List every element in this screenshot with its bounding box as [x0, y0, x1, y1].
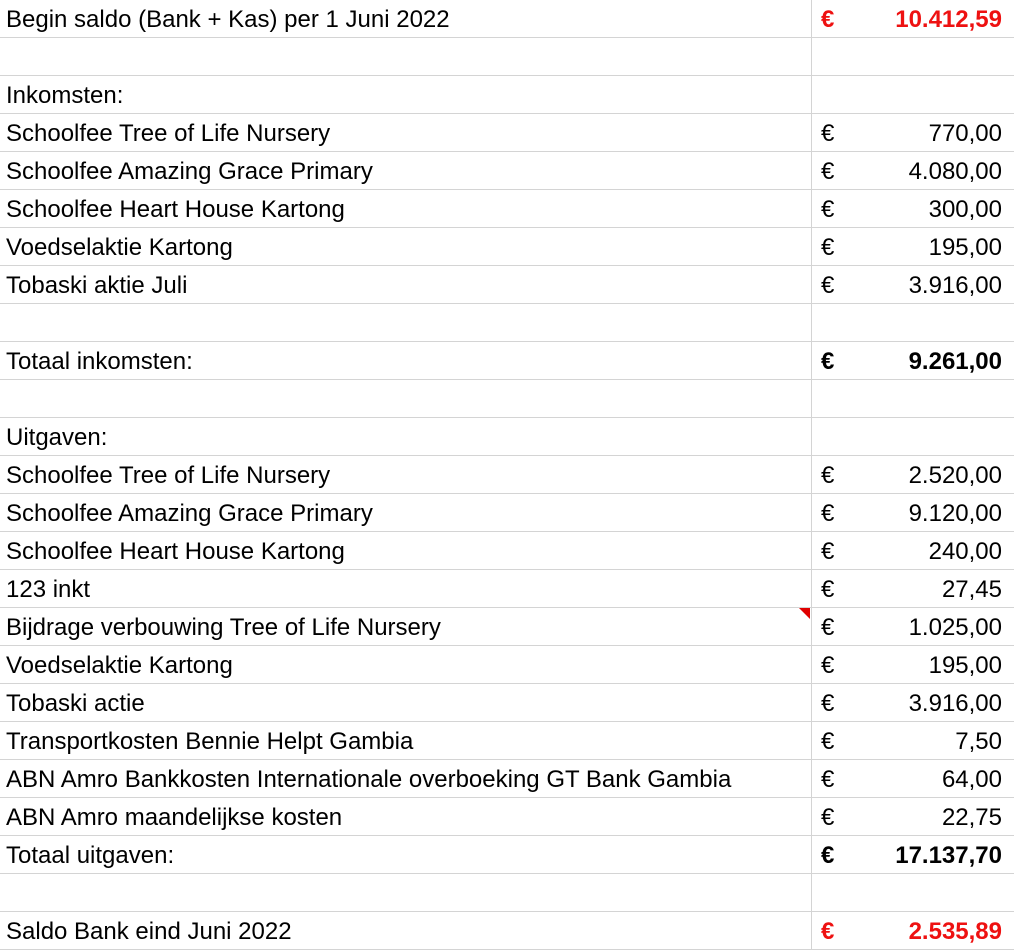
row-label-cell[interactable]: Schoolfee Amazing Grace Primary	[6, 500, 373, 527]
column-divider	[811, 0, 812, 38]
column-divider	[811, 798, 812, 836]
column-divider	[811, 836, 812, 874]
table-row	[0, 152, 1014, 190]
table-row	[0, 760, 1014, 798]
table-row	[0, 646, 1014, 684]
column-divider	[811, 114, 812, 152]
column-divider	[811, 684, 812, 722]
amount-cell[interactable]: 1.025,00	[908, 614, 1002, 641]
currency-cell[interactable]: €	[821, 234, 835, 261]
amount-cell[interactable]: 9.261,00	[908, 348, 1002, 375]
currency-cell[interactable]: €	[821, 576, 835, 603]
column-divider	[811, 152, 812, 190]
column-divider	[811, 76, 812, 114]
table-row	[0, 532, 1014, 570]
currency-cell[interactable]: €	[821, 728, 835, 755]
table-row	[0, 608, 1014, 646]
column-divider	[811, 304, 812, 342]
row-label-cell[interactable]: Schoolfee Amazing Grace Primary	[6, 158, 373, 185]
column-divider	[811, 532, 812, 570]
table-row	[0, 380, 1014, 418]
row-label-cell[interactable]: Begin saldo (Bank + Kas) per 1 Juni 2022	[6, 6, 450, 33]
amount-cell[interactable]: 9.120,00	[908, 500, 1002, 527]
table-row	[0, 684, 1014, 722]
row-label-cell[interactable]: 123 inkt	[6, 576, 91, 603]
currency-cell[interactable]: €	[821, 614, 835, 641]
amount-cell[interactable]: 3.916,00	[908, 272, 1002, 299]
column-divider	[811, 912, 812, 950]
currency-cell[interactable]: €	[821, 690, 835, 717]
table-row	[0, 266, 1014, 304]
currency-cell[interactable]: €	[821, 918, 835, 945]
amount-cell[interactable]: 195,00	[928, 652, 1002, 679]
table-row	[0, 722, 1014, 760]
column-divider	[811, 570, 812, 608]
amount-cell[interactable]: 22,75	[941, 804, 1002, 831]
column-divider	[811, 874, 812, 912]
row-label-cell[interactable]: Voedselaktie Kartong	[6, 652, 233, 679]
amount-cell[interactable]: 3.916,00	[908, 690, 1002, 717]
column-divider	[811, 456, 812, 494]
table-row	[0, 570, 1014, 608]
currency-cell[interactable]: €	[821, 120, 835, 147]
currency-cell[interactable]: €	[821, 842, 835, 869]
table-row	[0, 76, 1014, 114]
table-row	[0, 494, 1014, 532]
amount-cell[interactable]: 64,00	[941, 766, 1002, 793]
table-row	[0, 0, 1014, 38]
row-label-cell[interactable]: ABN Amro maandelijkse kosten	[6, 804, 343, 831]
amount-cell[interactable]: 17.137,70	[895, 842, 1002, 869]
column-divider	[811, 190, 812, 228]
amount-cell[interactable]: 195,00	[928, 234, 1002, 261]
column-divider	[811, 228, 812, 266]
column-divider	[811, 722, 812, 760]
row-label-cell[interactable]: Tobaski actie	[6, 690, 145, 717]
currency-cell[interactable]: €	[821, 196, 835, 223]
amount-cell[interactable]: 10.412,59	[895, 6, 1002, 33]
row-label-cell[interactable]: Inkomsten:	[6, 82, 124, 109]
table-row	[0, 190, 1014, 228]
currency-cell[interactable]: €	[821, 538, 835, 565]
amount-cell[interactable]: 240,00	[928, 538, 1002, 565]
row-label-cell[interactable]: Schoolfee Tree of Life Nursery	[6, 120, 331, 147]
table-row	[0, 456, 1014, 494]
amount-cell[interactable]: 2.535,89	[908, 918, 1002, 945]
column-divider	[811, 608, 812, 646]
amount-cell[interactable]: 7,50	[955, 728, 1002, 755]
currency-cell[interactable]: €	[821, 500, 835, 527]
row-label-cell[interactable]: Transportkosten Bennie Helpt Gambia	[6, 728, 414, 755]
column-divider	[811, 38, 812, 76]
table-row	[0, 114, 1014, 152]
row-label-cell[interactable]: Voedselaktie Kartong	[6, 234, 233, 261]
table-row	[0, 38, 1014, 76]
row-label-cell[interactable]: Bijdrage verbouwing Tree of Life Nursery	[6, 614, 441, 641]
table-row	[0, 418, 1014, 456]
table-row	[0, 798, 1014, 836]
column-divider	[811, 494, 812, 532]
comment-indicator-icon[interactable]	[799, 608, 810, 619]
column-divider	[811, 760, 812, 798]
currency-cell[interactable]: €	[821, 652, 835, 679]
row-label-cell[interactable]: Schoolfee Heart House Kartong	[6, 538, 345, 565]
amount-cell[interactable]: 4.080,00	[908, 158, 1002, 185]
row-label-cell[interactable]: Uitgaven:	[6, 424, 108, 451]
column-divider	[811, 342, 812, 380]
column-divider	[811, 646, 812, 684]
currency-cell[interactable]: €	[821, 6, 835, 33]
table-row	[0, 836, 1014, 874]
currency-cell[interactable]: €	[821, 766, 835, 793]
currency-cell[interactable]: €	[821, 272, 835, 299]
amount-cell[interactable]: 27,45	[941, 576, 1002, 603]
row-label-cell[interactable]: Schoolfee Tree of Life Nursery	[6, 462, 331, 489]
amount-cell[interactable]: 2.520,00	[908, 462, 1002, 489]
currency-cell[interactable]: €	[821, 158, 835, 185]
row-label-cell[interactable]: Totaal uitgaven:	[6, 842, 175, 869]
currency-cell[interactable]: €	[821, 348, 835, 375]
table-row	[0, 912, 1014, 950]
currency-cell[interactable]: €	[821, 804, 835, 831]
row-label-cell[interactable]: ABN Amro Bankkosten Internationale overboeking GT Bank Gambia	[6, 766, 732, 793]
column-divider	[811, 266, 812, 304]
currency-cell[interactable]: €	[821, 462, 835, 489]
amount-cell[interactable]: 300,00	[928, 196, 1002, 223]
table-row	[0, 874, 1014, 912]
column-divider	[811, 380, 812, 418]
row-label-cell[interactable]: Tobaski aktie Juli	[6, 272, 188, 299]
table-row	[0, 228, 1014, 266]
amount-cell[interactable]: 770,00	[928, 120, 1002, 147]
row-label-cell[interactable]: Schoolfee Heart House Kartong	[6, 196, 345, 223]
row-label-cell[interactable]: Totaal inkomsten:	[6, 348, 193, 375]
row-label-cell[interactable]: Saldo Bank eind Juni 2022	[6, 918, 292, 945]
table-row	[0, 342, 1014, 380]
column-divider	[811, 418, 812, 456]
table-row	[0, 304, 1014, 342]
